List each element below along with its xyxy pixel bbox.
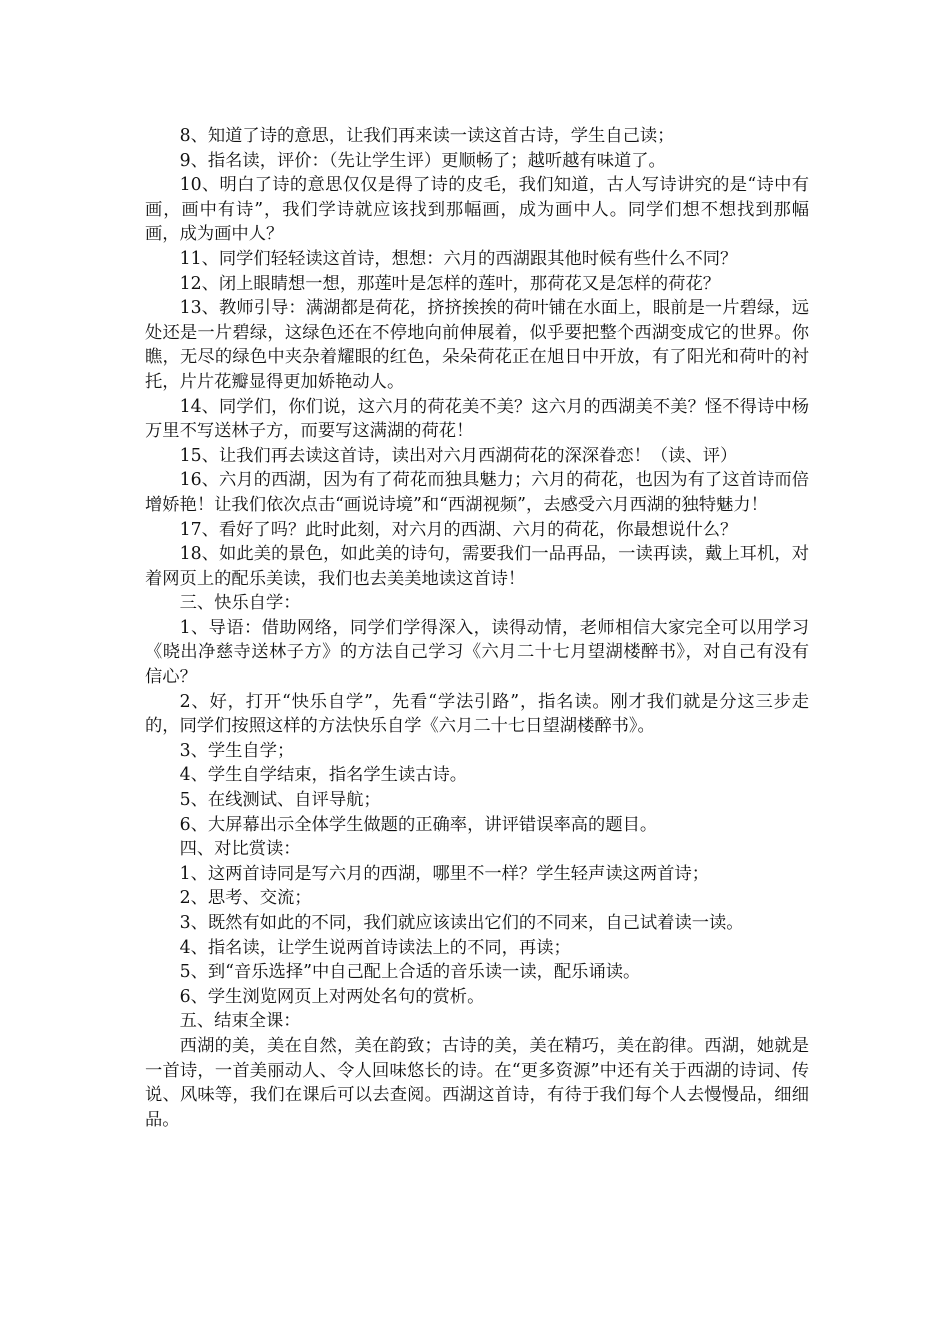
paragraph-step-13: 13、教师引导：满湖都是荷花，挤挤挨挨的荷叶铺在水面上，眼前是一片碧绿，远处还是一片碧绿，这绿色还在不停地向前伸展着，似乎要把整个西湖变成它的世界。你瞧，无尽的绿色中夹杂着耀眼的红色，朵朵荷花正在旭日中开放，有了阳光和荷叶的衬托，片片花瓣显得更加娇艳动人。 [145, 298, 809, 392]
paragraph-compare-4: 4、指名读，让学生说两首诗读法上的不同，再读； [179, 937, 571, 958]
paragraph-self-study-5: 5、在线测试、自评导航； [179, 790, 381, 811]
section-heading-conclusion: 五、结束全课： [179, 1011, 301, 1032]
paragraph-step-15: 15、让我们再去读这首诗，读出对六月西湖荷花的深深眷恋！（读、评） [179, 445, 738, 466]
paragraph-self-study-4: 4、学生自学结束，指名学生读古诗。 [179, 765, 468, 786]
paragraph-step-14: 14、同学们，你们说，这六月的荷花美不美？这六月的西湖美不美？怪不得诗中杨万里不写送林子方，而要写这满湖的荷花！ [145, 396, 809, 442]
paragraph-self-study-2: 2、好，打开“快乐自学”，先看“学法引路”，指名读。刚才我们就是分这三步走的，同学们按照这样的方法快乐自学《六月二十七日望湖楼醉书》。 [145, 691, 809, 737]
paragraph-conclusion: 西湖的美，美在自然，美在韵致；古诗的美，美在精巧，美在韵律。西湖，她就是一首诗，一首美丽动人、令人回味悠长的诗。在“更多资源”中还有关于西湖的诗词、传说、风味等，我们在课后可以去查阅。西湖这首诗，有待于我们每个人去慢慢品，细细品。 [145, 1035, 809, 1130]
paragraph-step-8: 8、知道了诗的意思，让我们再来读一读这首古诗，学生自己读； [179, 126, 675, 146]
section-heading-self-study: 三、快乐自学： [179, 593, 301, 614]
paragraph-self-study-6: 6、大屏幕出示全体学生做题的正确率，讲评错误率高的题目。 [179, 814, 658, 835]
paragraph-step-16: 16、六月的西湖，因为有了荷花而独具魅力；六月的荷花，也因为有了这首诗而倍增娇艳！让我们依次点击“画说诗境”和“西湖视频”，去感受六月西湖的独特魅力！ [145, 470, 809, 515]
paragraph-step-10: 10、明白了诗的意思仅仅是得了诗的皮毛，我们知道，古人写诗讲究的是“诗中有画，画中有诗”，我们学诗就应该找到那幅画，成为画中人。同学们想不想找到那幅画，成为画中人？ [145, 175, 809, 245]
paragraph-step-18: 18、如此美的景色，如此美的诗句，需要我们一品再品，一读再读，戴上耳机，对着网页上的配乐美读，我们也去美美地读这首诗！ [145, 544, 809, 589]
section-heading-compare-reading: 四、对比赏读： [179, 839, 301, 860]
paragraph-compare-1: 1、这两首诗同是写六月的西湖，哪里不一样？学生轻声读这两首诗； [179, 863, 710, 884]
paragraph-compare-6: 6、学生浏览网页上对两处名句的赏析。 [179, 986, 485, 1007]
paragraph-compare-5: 5、到“音乐选择”中自己配上合适的音乐读一读，配乐诵读。 [179, 962, 641, 983]
paragraph-step-12: 12、闭上眼睛想一想，那莲叶是怎样的莲叶，那荷花又是怎样的荷花？ [179, 273, 721, 294]
paragraph-self-study-3: 3、学生自学； [179, 740, 295, 761]
paragraph-compare-2: 2、思考、交流； [179, 888, 312, 909]
paragraph-compare-3: 3、既然有如此的不同，我们就应该读出它们的不同来，自己试着读一读。 [179, 913, 744, 933]
paragraph-step-11: 11、同学们轻轻读这首诗，想想：六月的西湖跟其他时候有些什么不同？ [179, 248, 738, 269]
paragraph-step-17: 17、看好了吗？此时此刻，对六月的西湖、六月的荷花，你最想说什么？ [179, 519, 738, 540]
document-body [145, 124, 809, 1132]
paragraph-step-9: 9、指名读，评价：（先让学生评）更顺畅了；越听越有味道了。 [179, 150, 666, 171]
paragraph-self-study-1: 1、导语：借助网络，同学们学得深入，读得动情，老师相信大家完全可以用学习《晓出净慈寺送林子方》的方法自己学习《六月二十七月望湖楼醉书》，对自己有没有信心？ [145, 617, 809, 688]
